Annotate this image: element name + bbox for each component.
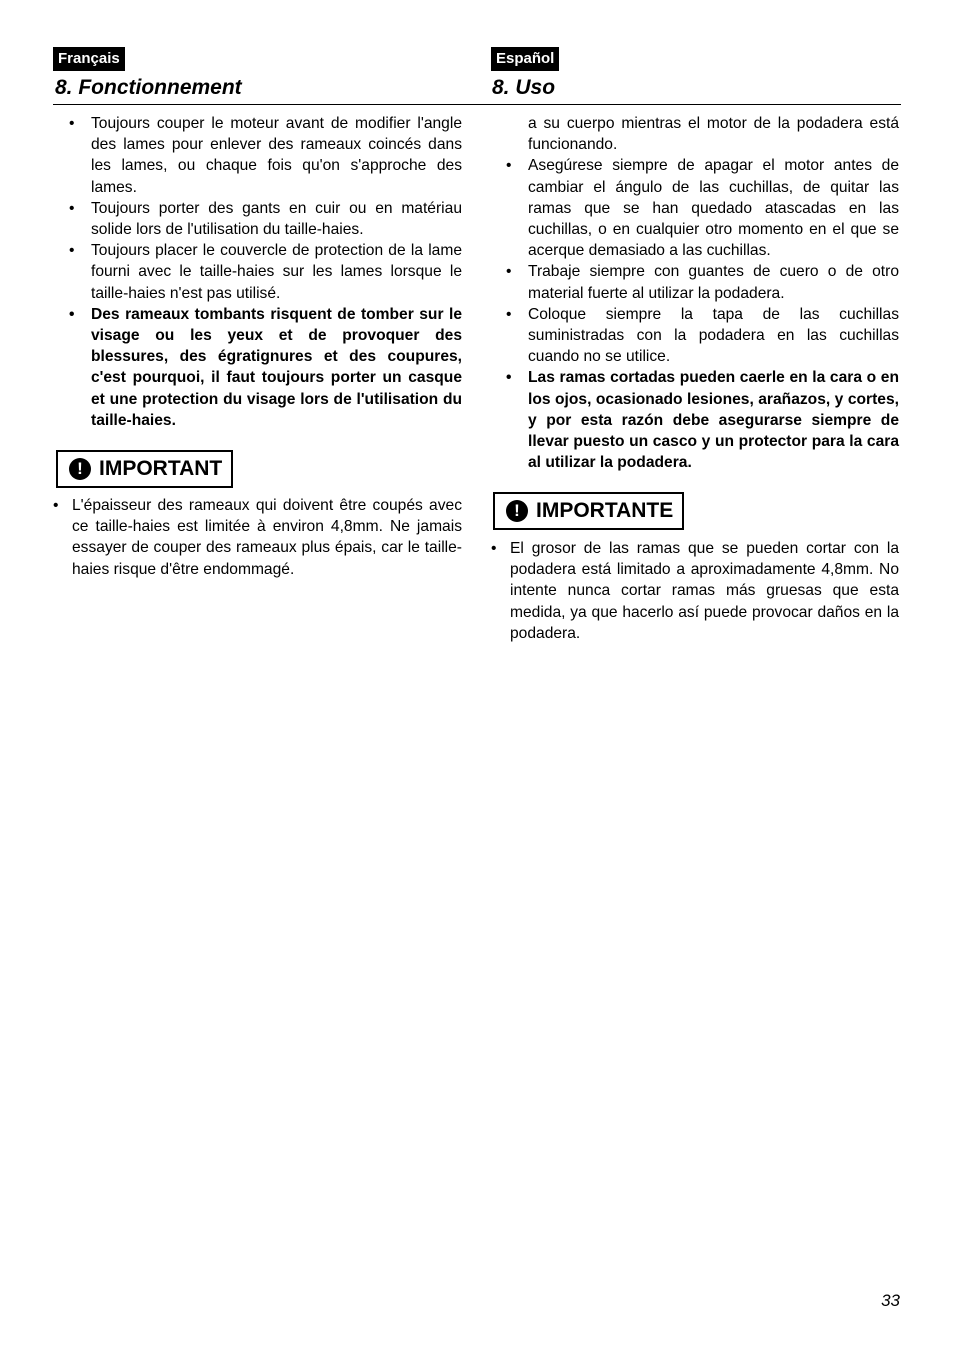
exclamation-icon: !: [506, 500, 528, 522]
list-item: • Las ramas cortadas pueden caerle en la cara o en los ojos, ocasionado lesiones, arañazos, y cortes, y por esta razón debe asegurarse siempre de llevar puesto un casco y un protector para la cara al utilizar la podadera.: [491, 367, 899, 473]
header-divider: [53, 104, 901, 105]
section-title-spanish: 8. Uso: [492, 76, 556, 99]
list-item: • Asegúrese siempre de apagar el motor antes de cambiar el ángulo de las cuchillas, de quitar las ramas que se han quedado atascadas en las cuchillas, o en cualquier otro momento en el que se acerque demasiado a las cuchillas.: [491, 155, 899, 261]
list-item: • Des rameaux tombants risquent de tomber sur le visage ou les yeux et de provoquer des blessures, des égratignures et des coupures, c'est pourquoi, il faut toujours porter un casque et une protection du visage lors de l'utilisation du taille-haies.: [54, 304, 462, 431]
list-item-continuation: a su cuerpo mientras el motor de la podadera está funcionando.: [528, 115, 899, 154]
language-tab-spanish: Español: [491, 47, 559, 71]
list-item: • Coloque siempre la tapa de las cuchillas suministradas con la podadera en las cuchillas cuando no se utilice.: [491, 304, 899, 368]
section-title-french: 8. Fonctionnement: [55, 76, 242, 99]
important-notes-french: [53, 495, 462, 580]
language-tab-french: Français: [53, 47, 125, 71]
list-item: • Toujours couper le moteur avant de modifier l'angle des lames pour enlever des rameaux coincés dans les lames, ou chaque fois qu'on s'approche des lames.: [54, 113, 462, 198]
safety-list-french: [54, 113, 462, 431]
list-item: • Toujours porter des gants en cuir ou en matériau solide lors de l'utilisation du taille-haies.: [54, 198, 462, 240]
list-item: • L'épaisseur des rameaux qui doivent être coupés avec ce taille-haies est limitée à environ 4,8mm. Ne jamais essayer de couper des rameaux plus épais, car le taille-haies risque d'être endommagé.: [53, 495, 462, 580]
safety-list-spanish: [491, 113, 899, 473]
important-label: IMPORTANTE: [536, 499, 674, 522]
list-item: • El grosor de las ramas que se pueden cortar con la podadera está limitado a aproximadamente 4,8mm. No intente nunca cortar ramas más gruesas que esta medida, ya que hacerlo así puede provocar daños en la podadera.: [491, 538, 899, 644]
important-box-french: [56, 450, 233, 488]
french-column: [54, 113, 462, 431]
page-number: 33: [881, 1291, 900, 1310]
important-notes-spanish: [491, 538, 899, 644]
list-item: • Trabaje siempre con guantes de cuero o de otro material fuerte al utilizar la podadera.: [491, 261, 899, 303]
list-item: • Toujours placer le couvercle de protection de la lame fourni avec le taille-haies sur les lames lorsque le taille-haies n'est pas utilisé.: [54, 240, 462, 304]
important-label: IMPORTANT: [99, 457, 223, 480]
spanish-column: [491, 113, 899, 473]
exclamation-icon: !: [69, 458, 91, 480]
important-box-spanish: [493, 492, 684, 530]
